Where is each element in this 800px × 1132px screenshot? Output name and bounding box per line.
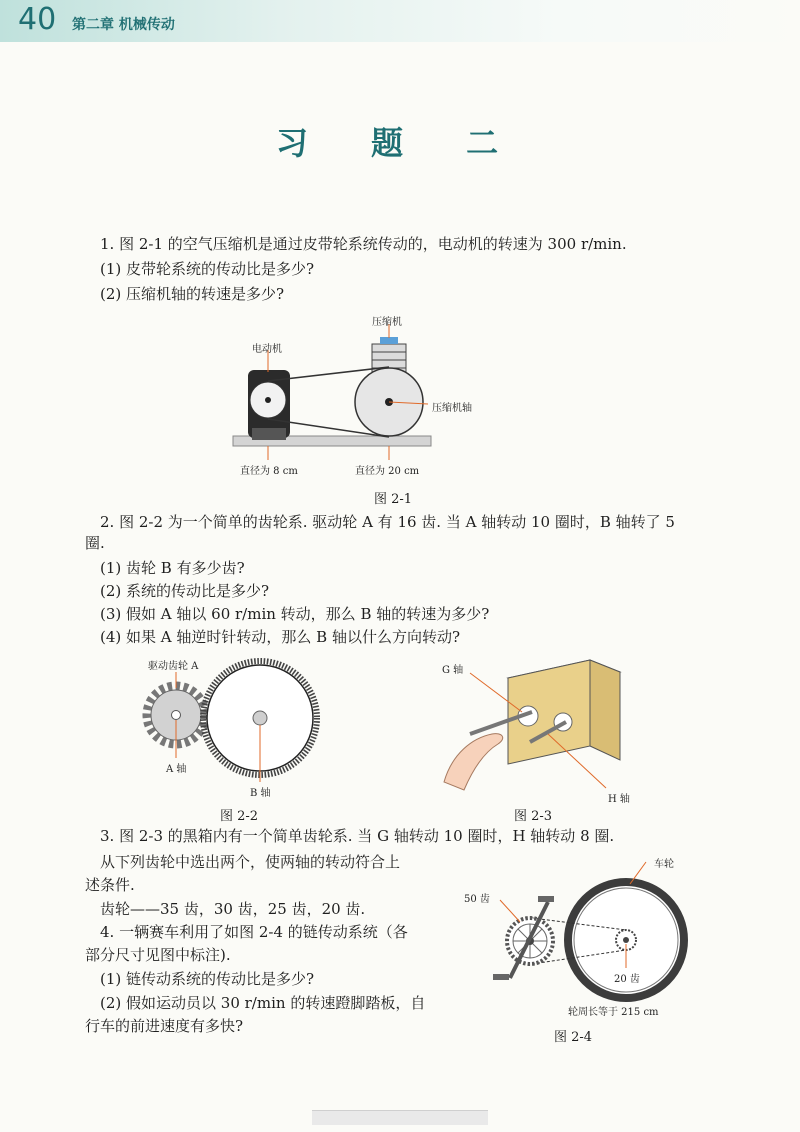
fig1-caption: 图 2-1 [374,492,413,507]
q3-line3: 述条件. [85,876,135,894]
fig2-label-b-shaft: B 轴 [250,788,271,799]
chapter-title: 第二章 机械传动 [72,17,175,33]
q4-sub1: (1) 链传动系统的传动比是多少? [100,970,315,988]
fig3-caption: 图 2-3 [514,809,553,824]
fig1-label-small-diameter: 直径为 8 cm [240,466,298,477]
q4-sub2-line2: 行车的前进速度有多快? [85,1017,244,1035]
fig1-label-motor: 电动机 [252,344,282,355]
q2-stem-line1: 2. 图 2-2 为一个简单的齿轮系. 驱动轮 A 有 16 齿. 当 A 轴转动 10 圈时，B 轴转了 5 [100,513,675,531]
fig2-label-a-shaft: A 轴 [166,764,187,775]
q1-sub1: (1) 皮带轮系统的传动比是多少? [100,260,315,278]
fig4-caption: 图 2-4 [554,1030,593,1045]
q3-stem: 3. 图 2-3 的黑箱内有一个简单齿轮系. 当 G 轴转动 10 圈时，H 轴转动 8 圈. [100,827,615,845]
page-bottom-strip [312,1110,488,1125]
fig1-label-shaft: 压缩机轴 [432,403,472,414]
q4-line2: 部分尺寸见图中标注). [85,946,231,964]
fig4-label-wheel: 车轮 [654,859,674,870]
q1-sub2: (2) 压缩机轴的转速是多少? [100,285,285,303]
q3-gear-options: 齿轮——35 齿，30 齿，25 齿，20 齿. [100,900,366,918]
fig3-label-g-shaft: G 轴 [442,665,464,676]
fig4-label-20-teeth: 20 齿 [614,974,640,985]
q4-line1: 4. 一辆赛车利用了如图 2-4 的链传动系统（各 [100,923,408,941]
q2-sub4: (4) 如果 A 轴逆时针转动，那么 B 轴以什么方向转动? [100,628,460,646]
section-title: 习 题 二 [275,124,525,162]
q2-sub3: (3) 假如 A 轴以 60 r/min 转动，那么 B 轴的转速为多少? [100,605,490,623]
q2-stem-line2: 圈. [85,534,105,552]
fig2-label-drive-gear: 驱动齿轮 A [148,661,199,672]
q2-sub1: (1) 齿轮 B 有多少齿? [100,559,245,577]
q1-stem: 1. 图 2-1 的空气压缩机是通过皮带轮系统传动的，电动机的转速为 300 r/min. [100,235,627,253]
fig1-label-compressor: 压缩机 [372,317,402,328]
q4-sub2-line1: (2) 假如运动员以 30 r/min 的转速蹬脚踏板，自 [100,994,426,1012]
fig1-label-large-diameter: 直径为 20 cm [355,466,420,477]
page-number: 40 [18,2,57,37]
fig2-caption: 图 2-2 [220,809,259,824]
q2-sub2: (2) 系统的传动比是多少? [100,582,270,600]
fig3-label-h-shaft: H 轴 [608,794,630,805]
fig4-label-circumference: 轮周长等于 215 cm [568,1007,659,1018]
q3-line2: 从下列齿轮中选出两个，使两轴的转动符合上 [100,853,401,871]
fig4-label-50-teeth: 50 齿 [464,894,490,905]
